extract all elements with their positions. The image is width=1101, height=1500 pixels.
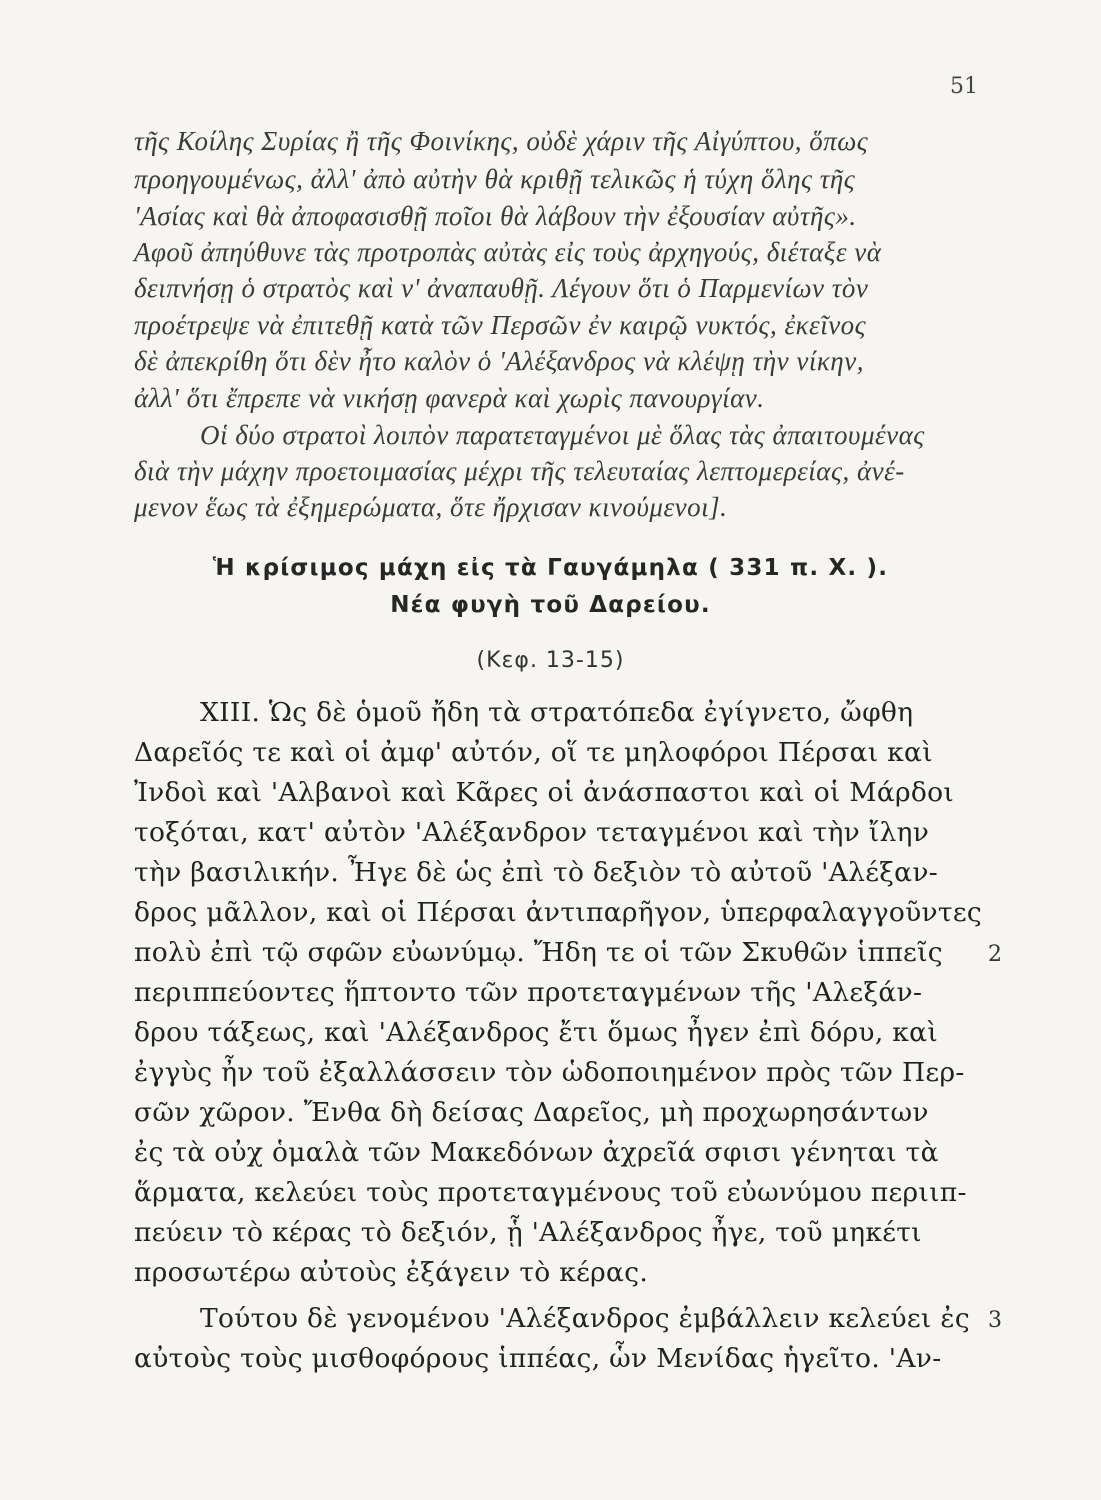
text-line: σῶν χῶρον. Ἔνθα δὴ δείσας Δαρεῖος, μὴ προχωρησάντων [134, 1097, 929, 1128]
text-line: Ἰνδοὶ καὶ 'Αλβανοὶ καὶ Κᾶρες οἱ ἀνάσπαστοι καὶ οἱ Μάρδοι [134, 777, 955, 808]
commentary-line: ἀλλ' ὅτι ἔπρεπε νὰ νικήσῃ φανερὰ καὶ χωρὶς πανουργίαν. [134, 383, 765, 413]
text-line: Τούτου δὲ γενομένου 'Αλέξανδρος ἐμβάλλειν κελεύει ἐς [200, 1303, 970, 1334]
section-number: 3 [988, 1308, 1002, 1333]
text-line: τὴν βασιλικήν. Ἦγε δὲ ὡς ἐπὶ τὸ δεξιὸν τὸ αὐτοῦ 'Αλέξαν- [134, 857, 939, 888]
text-line: ἅρματα, κελεύει τοὺς προτεταγμένους τοῦ εὐωνύμου περιιπ- [134, 1177, 967, 1208]
commentary-line: Αφοῦ ἀπηύθυνε τὰς προτροπὰς αὐτὰς εἰς τοὺς ἀρχηγούς, διέταξε νὰ [134, 237, 882, 267]
section-heading: Ἡ κρίσιμος μάχη εἰς τὰ Γαυγάμηλα ( 331 π. Χ. ). [212, 555, 889, 581]
commentary-line: προηγουμένως, ἀλλ' ἀπὸ αὐτὴν θὰ κριθῇ τελικῶς ἡ τύχη ὅλης τῆς [134, 164, 856, 194]
text-line: τοξόται, κατ' αὐτὸν 'Αλέξανδρον τεταγμένοι καὶ τὴν ἴλην [134, 817, 930, 848]
text-line: αὐτοὺς τοὺς μισθοφόρους ἱππέας, ὧν Μενίδας ἡγεῖτο. 'Αν- [134, 1343, 942, 1374]
text-line: πεύειν τὸ κέρας τὸ δεξιόν, ᾗ 'Αλέξανδρος ἦγε, τοῦ μηκέτι [134, 1217, 922, 1248]
commentary-line: δειπνήσῃ ὁ στρατὸς καὶ ν' ἀναπαυθῇ. Λέγουν ὅτι ὁ Παρμενίων τὸν [134, 273, 869, 303]
text-line: δρος μᾶλλον, καὶ οἱ Πέρσαι ἀντιπαρῆγον, ὑπερφαλαγγοῦντες [134, 897, 983, 928]
section-number: 2 [988, 942, 1002, 967]
text-line: προσωτέρω αὐτοὺς ἐξάγειν τὸ κέρας. [134, 1257, 649, 1288]
commentary-line: μενον ἕως τὰ ἐξημερώματα, ὅτε ἤρχισαν κινούμενοι]. [134, 492, 728, 522]
chapter-reference: (Κεφ. 13-15) [476, 648, 625, 673]
commentary-line: προέτρεψε νὰ ἐπιτεθῇ κατὰ τῶν Περσῶν ἐν καιρῷ νυκτός, ἐκεῖνος [134, 310, 867, 340]
text-line: περιππεύοντες ἥπτοντο τῶν προτεταγμένων τῆς 'Αλεξάν- [134, 977, 923, 1008]
text-line: ἐς τὰ οὐχ ὁμαλὰ τῶν Μακεδόνων ἀχρεῖά σφισι γένηται τὰ [134, 1137, 939, 1168]
section-subheading: Νέα φυγὴ τοῦ Δαρείου. [390, 592, 711, 618]
text-line: πολὺ ἐπὶ τῷ σφῶν εὐωνύμῳ. Ἤδη τε οἱ τῶν Σκυθῶν ἱππεῖς [134, 937, 943, 968]
text-line: Δαρεῖός τε καὶ οἱ ἀμφ' αὐτόν, οἵ τε μηλοφόροι Πέρσαι καὶ [134, 737, 933, 768]
text-line: ἐγγὺς ἦν τοῦ ἐξαλλάσσειν τὸν ὡδοποιημένον πρὸς τῶν Περ- [134, 1057, 965, 1088]
commentary-line: διὰ τὴν μάχην προετοιμασίας μέχρι τῆς τελευταίας λεπτομερείας, ἀνέ- [134, 456, 905, 486]
text-line: XIII. Ὡς δὲ ὁμοῦ ἤδη τὰ στρατόπεδα ἐγίγνετο, ὤφθη [200, 697, 914, 728]
text-line: δρου τάξεως, καὶ 'Αλέξανδρος ἔτι ὅμως ἦγεν ἐπὶ δόρυ, καὶ [134, 1017, 939, 1048]
page-number: 51 [950, 74, 978, 99]
commentary-line: δὲ ἀπεκρίθη ὅτι δὲν ἦτο καλὸν ὁ 'Αλέξανδρος νὰ κλέψῃ τὴν νίκην, [134, 346, 864, 376]
commentary-line: τῆς Κοίλης Συρίας ἢ τῆς Φοινίκης, οὐδὲ χάριν τῆς Αἰγύπτου, ὅπως [134, 126, 869, 156]
commentary-line: Οἱ δύο στρατοὶ λοιπὸν παρατεταγμένοι μὲ ὅλας τὰς ἀπαιτουμένας [200, 420, 925, 450]
commentary-line: 'Ασίας καὶ θὰ ἀποφασισθῇ ποῖοι θὰ λάβουν τὴν ἐξουσίαν αὐτῆς». [134, 201, 857, 231]
